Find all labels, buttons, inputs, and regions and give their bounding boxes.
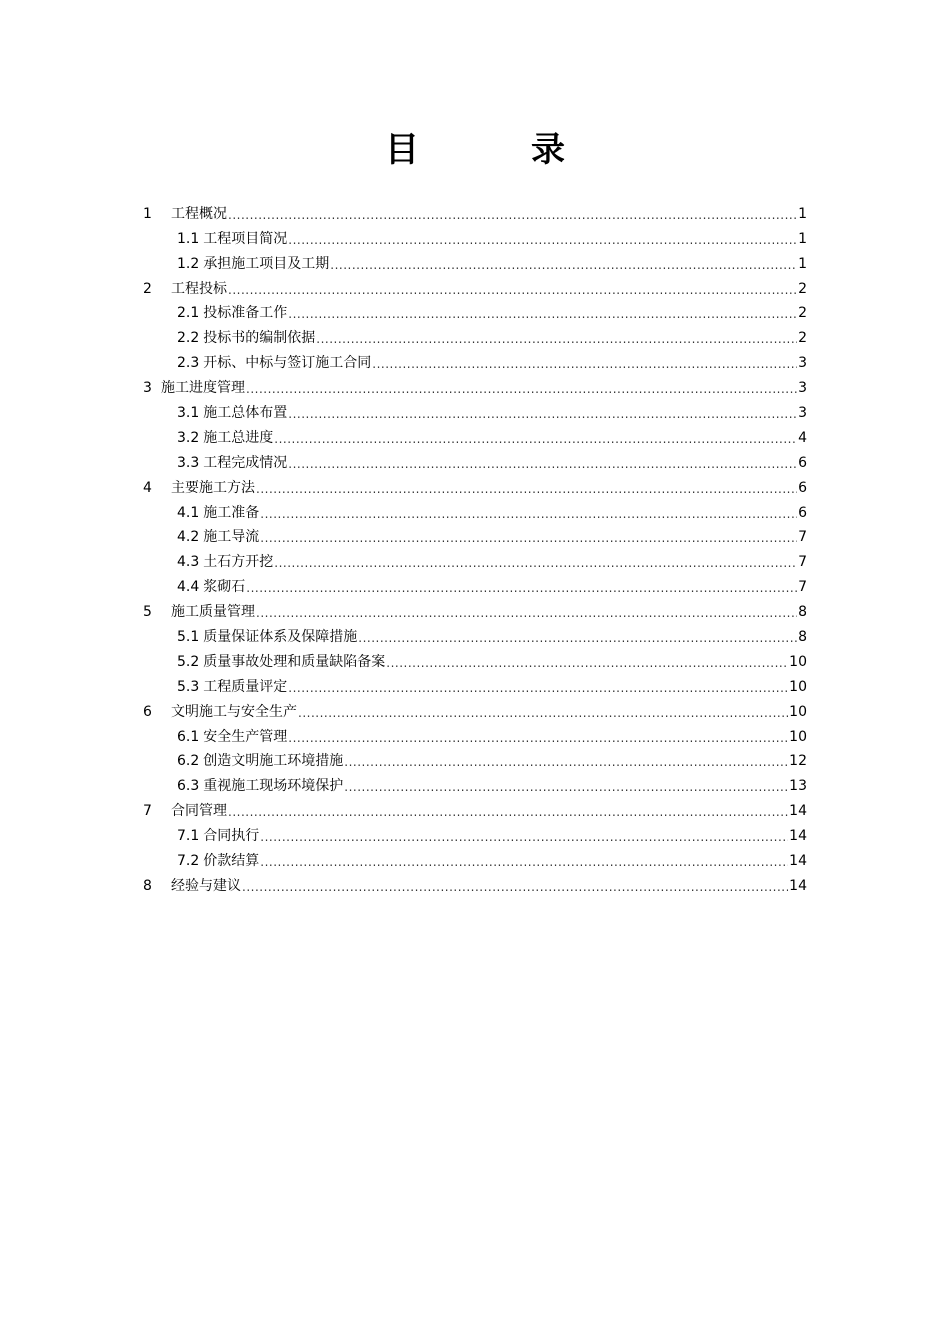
toc-entry-chapter[interactable] <box>143 696 807 721</box>
toc-entry-page-number: 1 <box>798 230 807 247</box>
toc-entry-page-number: 7 <box>798 554 807 571</box>
toc-entry-title: 创造文明施工环境措施 <box>203 753 344 770</box>
toc-dot-leader <box>228 205 797 223</box>
toc-entry-page-number: 10 <box>789 728 807 745</box>
toc-entry-number: 5.1 <box>177 629 200 646</box>
toc-dot-leader <box>288 404 797 422</box>
toc-entry-page-number: 8 <box>798 604 807 621</box>
toc-entry-page-number: 8 <box>798 629 807 646</box>
toc-entry-title: 工程投标 <box>171 280 227 297</box>
toc-entry-section[interactable] <box>143 397 807 422</box>
toc-entry-title: 承担施工项目及工期 <box>203 255 330 272</box>
toc-entry-number: 1 <box>143 205 152 222</box>
toc-entry-section[interactable] <box>143 721 807 746</box>
toc-entry-number: 4.2 <box>177 529 200 546</box>
toc-entry-title: 主要施工方法 <box>171 479 255 496</box>
toc-entry-section[interactable] <box>143 621 807 646</box>
toc-entry-number: 4.1 <box>177 504 200 521</box>
toc-entry-title: 投标书的编制依据 <box>203 330 316 347</box>
toc-entry-chapter[interactable] <box>143 273 807 298</box>
toc-entry-number: 7.1 <box>177 828 200 845</box>
toc-dot-leader <box>274 429 797 447</box>
toc-dot-leader <box>256 479 797 497</box>
toc-entry-chapter[interactable] <box>143 198 807 223</box>
toc-entry-page-number: 6 <box>798 479 807 496</box>
toc-entry-title: 重视施工现场环境保护 <box>203 778 344 795</box>
toc-entry-title: 安全生产管理 <box>203 728 288 745</box>
toc-dot-leader <box>288 454 797 472</box>
toc-entry-page-number: 3 <box>798 380 807 397</box>
toc-dot-leader <box>298 703 788 721</box>
toc-entry-page-number: 7 <box>798 529 807 546</box>
toc-entry-number: 7.2 <box>177 853 200 870</box>
toc-dot-leader <box>288 230 797 248</box>
toc-dot-leader <box>386 653 788 671</box>
toc-entry-number: 7 <box>143 803 152 820</box>
toc-dot-leader <box>260 504 797 522</box>
toc-entry-title: 工程完成情况 <box>203 454 288 471</box>
toc-entry-section[interactable] <box>143 347 807 372</box>
toc-entry-number: 6.1 <box>177 728 200 745</box>
toc-entry-number: 4.3 <box>177 554 200 571</box>
toc-entry-page-number: 6 <box>798 504 807 521</box>
toc-title-char-2: 录 <box>531 130 565 170</box>
toc-entry-title: 价款结算 <box>203 853 260 870</box>
toc-entry-title: 合同执行 <box>203 828 260 845</box>
toc-entry-page-number: 2 <box>798 330 807 347</box>
toc-entry-title: 施工进度管理 <box>161 380 245 397</box>
toc-dot-leader <box>316 329 797 347</box>
toc-entry-chapter[interactable] <box>143 372 807 397</box>
toc-entry-section[interactable] <box>143 422 807 447</box>
toc-entry-page-number: 7 <box>798 579 807 596</box>
toc-dot-leader <box>246 379 797 397</box>
toc-dot-leader <box>260 827 788 845</box>
toc-entry-title: 经验与建议 <box>171 877 241 894</box>
toc-entry-number: 3 <box>143 380 152 397</box>
toc-entry-page-number: 10 <box>789 678 807 695</box>
toc-entry-page-number: 4 <box>798 429 807 446</box>
toc-entry-page-number: 14 <box>789 877 807 894</box>
toc-dot-leader <box>288 728 788 746</box>
toc-dot-leader <box>372 354 797 372</box>
toc-entry-title: 工程质量评定 <box>203 678 288 695</box>
toc-dot-leader <box>358 628 797 646</box>
toc-entry-number: 3.1 <box>177 405 200 422</box>
toc-entry-section[interactable] <box>143 447 807 472</box>
toc-entry-title: 质量保证体系及保障措施 <box>203 629 358 646</box>
toc-dot-leader <box>344 752 788 770</box>
toc-entry-section[interactable] <box>143 671 807 696</box>
toc-entry-number: 6 <box>143 703 152 720</box>
toc-entry-section[interactable] <box>143 322 807 347</box>
toc-entry-title: 浆砌石 <box>203 579 246 596</box>
toc-entry-title: 文明施工与安全生产 <box>171 703 297 720</box>
toc-entry-section[interactable] <box>143 845 807 870</box>
toc-entry-section[interactable] <box>143 746 807 771</box>
toc-entry-number: 3.3 <box>177 454 200 471</box>
toc-entry-number: 5.3 <box>177 678 200 695</box>
toc-entry-number: 2.1 <box>177 305 200 322</box>
toc-entry-number: 2.3 <box>177 355 200 372</box>
toc-entry-page-number: 10 <box>789 703 807 720</box>
toc-entry-number: 1.2 <box>177 255 200 272</box>
toc-entry-title: 开标、中标与签订施工合同 <box>203 355 372 372</box>
toc-entry-number: 1.1 <box>177 230 200 247</box>
toc-entry-page-number: 3 <box>798 405 807 422</box>
toc-entry-title: 投标准备工作 <box>203 305 288 322</box>
toc-entry-number: 2.2 <box>177 330 200 347</box>
toc-entry-page-number: 14 <box>789 803 807 820</box>
toc-entry-section[interactable] <box>143 820 807 845</box>
toc-entry-section[interactable] <box>143 497 807 522</box>
toc-entry-page-number: 1 <box>798 255 807 272</box>
toc-dot-leader <box>256 603 797 621</box>
toc-entry-chapter[interactable] <box>143 795 807 820</box>
toc-entry-page-number: 10 <box>789 653 807 670</box>
toc-entry-number: 5 <box>143 604 152 621</box>
toc-entry-section[interactable] <box>143 571 807 596</box>
toc-entry-page-number: 13 <box>789 778 807 795</box>
toc-entry-title: 土石方开挖 <box>203 554 274 571</box>
toc-entry-section[interactable] <box>143 770 807 795</box>
toc-entry-title: 施工总进度 <box>203 429 274 446</box>
toc-entry-title: 质量事故处理和质量缺陷备案 <box>203 653 386 670</box>
toc-entry-chapter[interactable] <box>143 596 807 621</box>
toc-entry-page-number: 2 <box>798 280 807 297</box>
toc-entry-section[interactable] <box>143 223 807 248</box>
toc-entry-section[interactable] <box>143 248 807 273</box>
toc-entry-title: 施工总体布置 <box>203 405 288 422</box>
toc-entry-page-number: 14 <box>789 853 807 870</box>
toc-title-char-1: 目 <box>385 130 419 170</box>
toc-entry-title: 工程概况 <box>171 205 227 222</box>
toc-title <box>0 128 950 172</box>
toc-entry-page-number: 1 <box>798 205 807 222</box>
toc-entry-number: 2 <box>143 280 152 297</box>
toc-entry-title: 施工准备 <box>203 504 260 521</box>
toc-entry-section[interactable] <box>143 522 807 547</box>
toc-entry-number: 3.2 <box>177 429 200 446</box>
toc-dot-leader <box>344 777 788 795</box>
toc-entry-title: 工程项目简况 <box>203 230 288 247</box>
toc-entry-number: 4 <box>143 479 152 496</box>
toc-dot-leader <box>274 553 797 571</box>
toc-dot-leader <box>260 528 797 546</box>
toc-list <box>143 198 807 895</box>
toc-entry-number: 4.4 <box>177 579 200 596</box>
toc-entry-number: 5.2 <box>177 653 200 670</box>
toc-entry-section[interactable] <box>143 646 807 671</box>
toc-entry-chapter[interactable] <box>143 870 807 895</box>
toc-dot-leader <box>246 578 797 596</box>
toc-entry-title: 施工质量管理 <box>171 604 255 621</box>
toc-entry-page-number: 6 <box>798 454 807 471</box>
toc-entry-page-number: 3 <box>798 355 807 372</box>
toc-entry-title: 施工导流 <box>203 529 260 546</box>
toc-entry-page-number: 14 <box>789 828 807 845</box>
toc-dot-leader <box>330 255 797 273</box>
toc-entry-page-number: 2 <box>798 305 807 322</box>
toc-dot-leader <box>242 877 788 895</box>
toc-entry-number: 6.3 <box>177 778 200 795</box>
toc-dot-leader <box>228 280 797 298</box>
toc-entry-title: 合同管理 <box>171 803 227 820</box>
toc-entry-section[interactable] <box>143 546 807 571</box>
toc-dot-leader <box>288 304 797 322</box>
toc-entry-number: 6.2 <box>177 753 200 770</box>
toc-entry-section[interactable] <box>143 298 807 323</box>
toc-entry-page-number: 12 <box>789 753 807 770</box>
toc-entry-number: 8 <box>143 877 152 894</box>
toc-dot-leader <box>228 802 788 820</box>
toc-dot-leader <box>260 852 788 870</box>
toc-entry-chapter[interactable] <box>143 472 807 497</box>
toc-dot-leader <box>288 678 788 696</box>
